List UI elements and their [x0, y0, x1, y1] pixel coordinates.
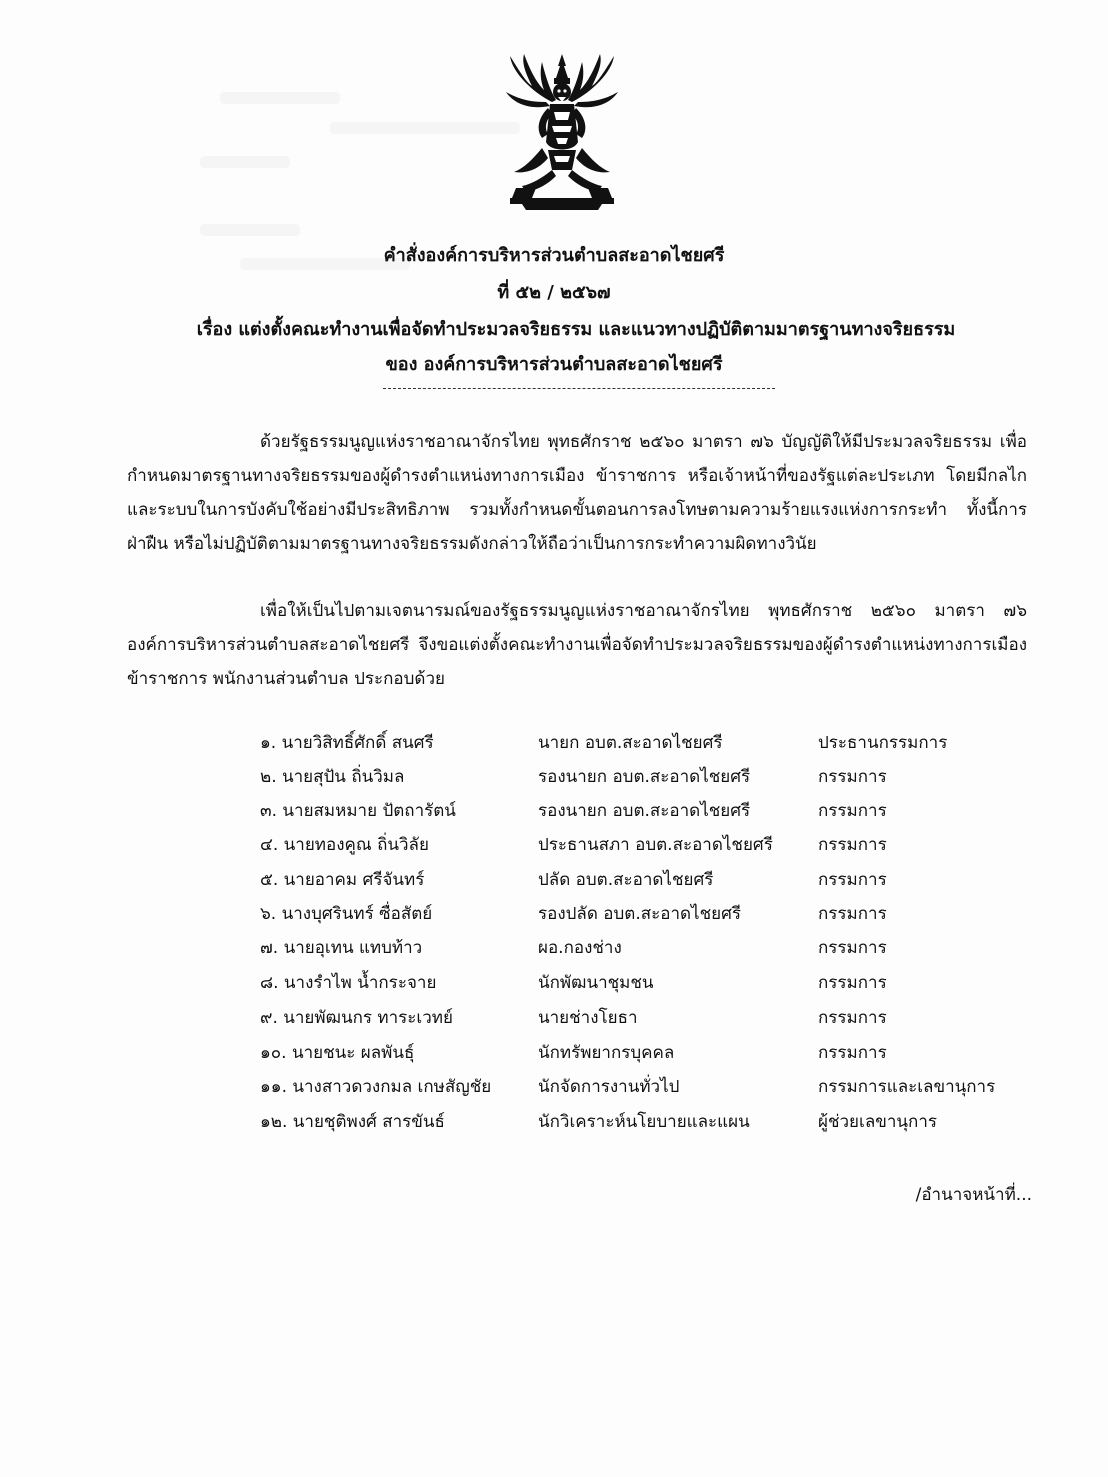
member-position: ปลัด อบต.สะอาดไชยศรี — [538, 870, 714, 890]
order-title: คำสั่งองค์การบริหารส่วนตำบลสะอาดไชยศรี — [383, 245, 725, 266]
member-name: ๑. นายวิสิทธิ์ศักดิ์ สนศรี — [260, 733, 434, 753]
order-subject-line1: เรื่อง แต่งตั้งคณะทำงานเพื่อจัดทำประมวลจริยธรรม และแนวทางปฏิบัติตามมาตรฐานทางจริยธรรม — [196, 319, 956, 340]
garuda-emblem-icon — [502, 52, 622, 210]
bleed-mark — [330, 122, 520, 134]
bleed-mark — [200, 224, 300, 236]
member-role: ผู้ช่วยเลขานุการ — [818, 1112, 937, 1132]
member-name: ๙. นายพัฒนกร ทาระเวทย์ — [260, 1008, 453, 1028]
member-position: นายก อบต.สะอาดไชยศรี — [538, 733, 723, 753]
continued-on-next-page: /อำนาจหน้าที่... — [915, 1185, 1032, 1205]
member-position: นักทรัพยากรบุคคล — [538, 1043, 675, 1063]
member-role: กรรมการ — [818, 973, 887, 993]
member-position: ประธานสภา อบต.สะอาดไชยศรี — [538, 835, 773, 855]
member-name: ๑๐. นายชนะ ผลพันธุ์ — [260, 1043, 415, 1063]
member-role: กรรมการ — [818, 1008, 887, 1028]
member-name: ๓. นายสมหมาย ปัตถารัตน์ — [260, 801, 456, 821]
member-position: ผอ.กองช่าง — [538, 938, 622, 958]
bleed-mark — [220, 92, 340, 104]
member-name: ๒. นายสุปัน ถิ่นวิมล — [260, 767, 405, 787]
member-position: นายช่างโยธา — [538, 1008, 638, 1028]
member-role: ประธานกรรมการ — [818, 733, 948, 753]
member-position: รองนายก อบต.สะอาดไชยศรี — [538, 767, 751, 787]
member-role: กรรมการ — [818, 870, 887, 890]
member-name: ๔. นายทองคูณ ถิ่นวิลัย — [260, 835, 429, 855]
member-position: นักวิเคราะห์นโยบายและแผน — [538, 1112, 750, 1132]
member-name: ๕. นายอาคม ศรีจันทร์ — [260, 870, 425, 890]
member-name: ๑๒. นายชุติพงศ์ สารขันธ์ — [260, 1112, 445, 1132]
member-name: ๑๑. นางสาวดวงกมล เกษสัญชัย — [260, 1077, 492, 1097]
member-role: กรรมการและเลขานุการ — [818, 1077, 996, 1097]
bleed-mark — [200, 156, 290, 168]
order-number: ที่ ๕๒ / ๒๕๖๗ — [497, 282, 611, 303]
member-role: กรรมการ — [818, 938, 887, 958]
header-divider — [383, 388, 775, 389]
member-role: กรรมการ — [818, 1043, 887, 1063]
member-role: กรรมการ — [818, 835, 887, 855]
member-role: กรรมการ — [818, 767, 887, 787]
member-position: นักพัฒนาชุมชน — [538, 973, 654, 993]
member-role: กรรมการ — [818, 801, 887, 821]
member-role: กรรมการ — [818, 904, 887, 924]
member-name: ๗. นายอุเทน แทบท้าว — [260, 938, 423, 958]
member-position: นักจัดการงานทั่วไป — [538, 1077, 680, 1097]
member-position: รองปลัด อบต.สะอาดไชยศรี — [538, 904, 742, 924]
body-paragraph-2: เพื่อให้เป็นไปตามเจตนารมณ์ของรัฐธรรมนูญแห่งราชอาณาจักรไทย พุทธศักราช ๒๕๖๐ มาตรา ๗๖ องค์การบริหารส่วนตำบลสะอาดไชยศรี จึงขอแต่งตั้งคณะทำงานเพื่อจัดทำประมวลจริยธรรมของผู้ดำรงตำแหน่งทางการเมือง ข้าราชการ พนักงานส่วนตำบล ประกอบด้วย — [127, 601, 1027, 689]
body-paragraph-1: ด้วยรัฐธรรมนูญแห่งราชอาณาจักรไทย พุทธศักราช ๒๕๖๐ มาตรา ๗๖ บัญญัติให้มีประมวลจริยธรรม เพื่อกำหนดมาตรฐานทางจริยธรรมของผู้ดำรงตำแหน่งทางการเมือง ข้าราชการ หรือเจ้าหน้าที่ของรัฐแต่ละประเภท โดยมีกลไกและระบบในการบังคับใช้อย่างมีประสิทธิภาพ รวมทั้งกำหนดขั้นตอนการลงโทษตามความร้ายแรงแห่งการกระทำ ทั้งนี้การฝ่าฝืน หรือไม่ปฏิบัติตามมาตรฐานทางจริยธรรมดังกล่าวให้ถือว่าเป็นการกระทำความผิดทางวินัย — [127, 432, 1027, 554]
member-position: รองนายก อบต.สะอาดไชยศรี — [538, 801, 751, 821]
order-subject-line2: ของ องค์การบริหารส่วนตำบลสะอาดไชยศรี — [385, 354, 723, 375]
member-name: ๘. นางรำไพ น้ำกระจาย — [260, 973, 437, 993]
member-name: ๖. นางบุศรินทร์ ซื่อสัตย์ — [260, 904, 433, 924]
